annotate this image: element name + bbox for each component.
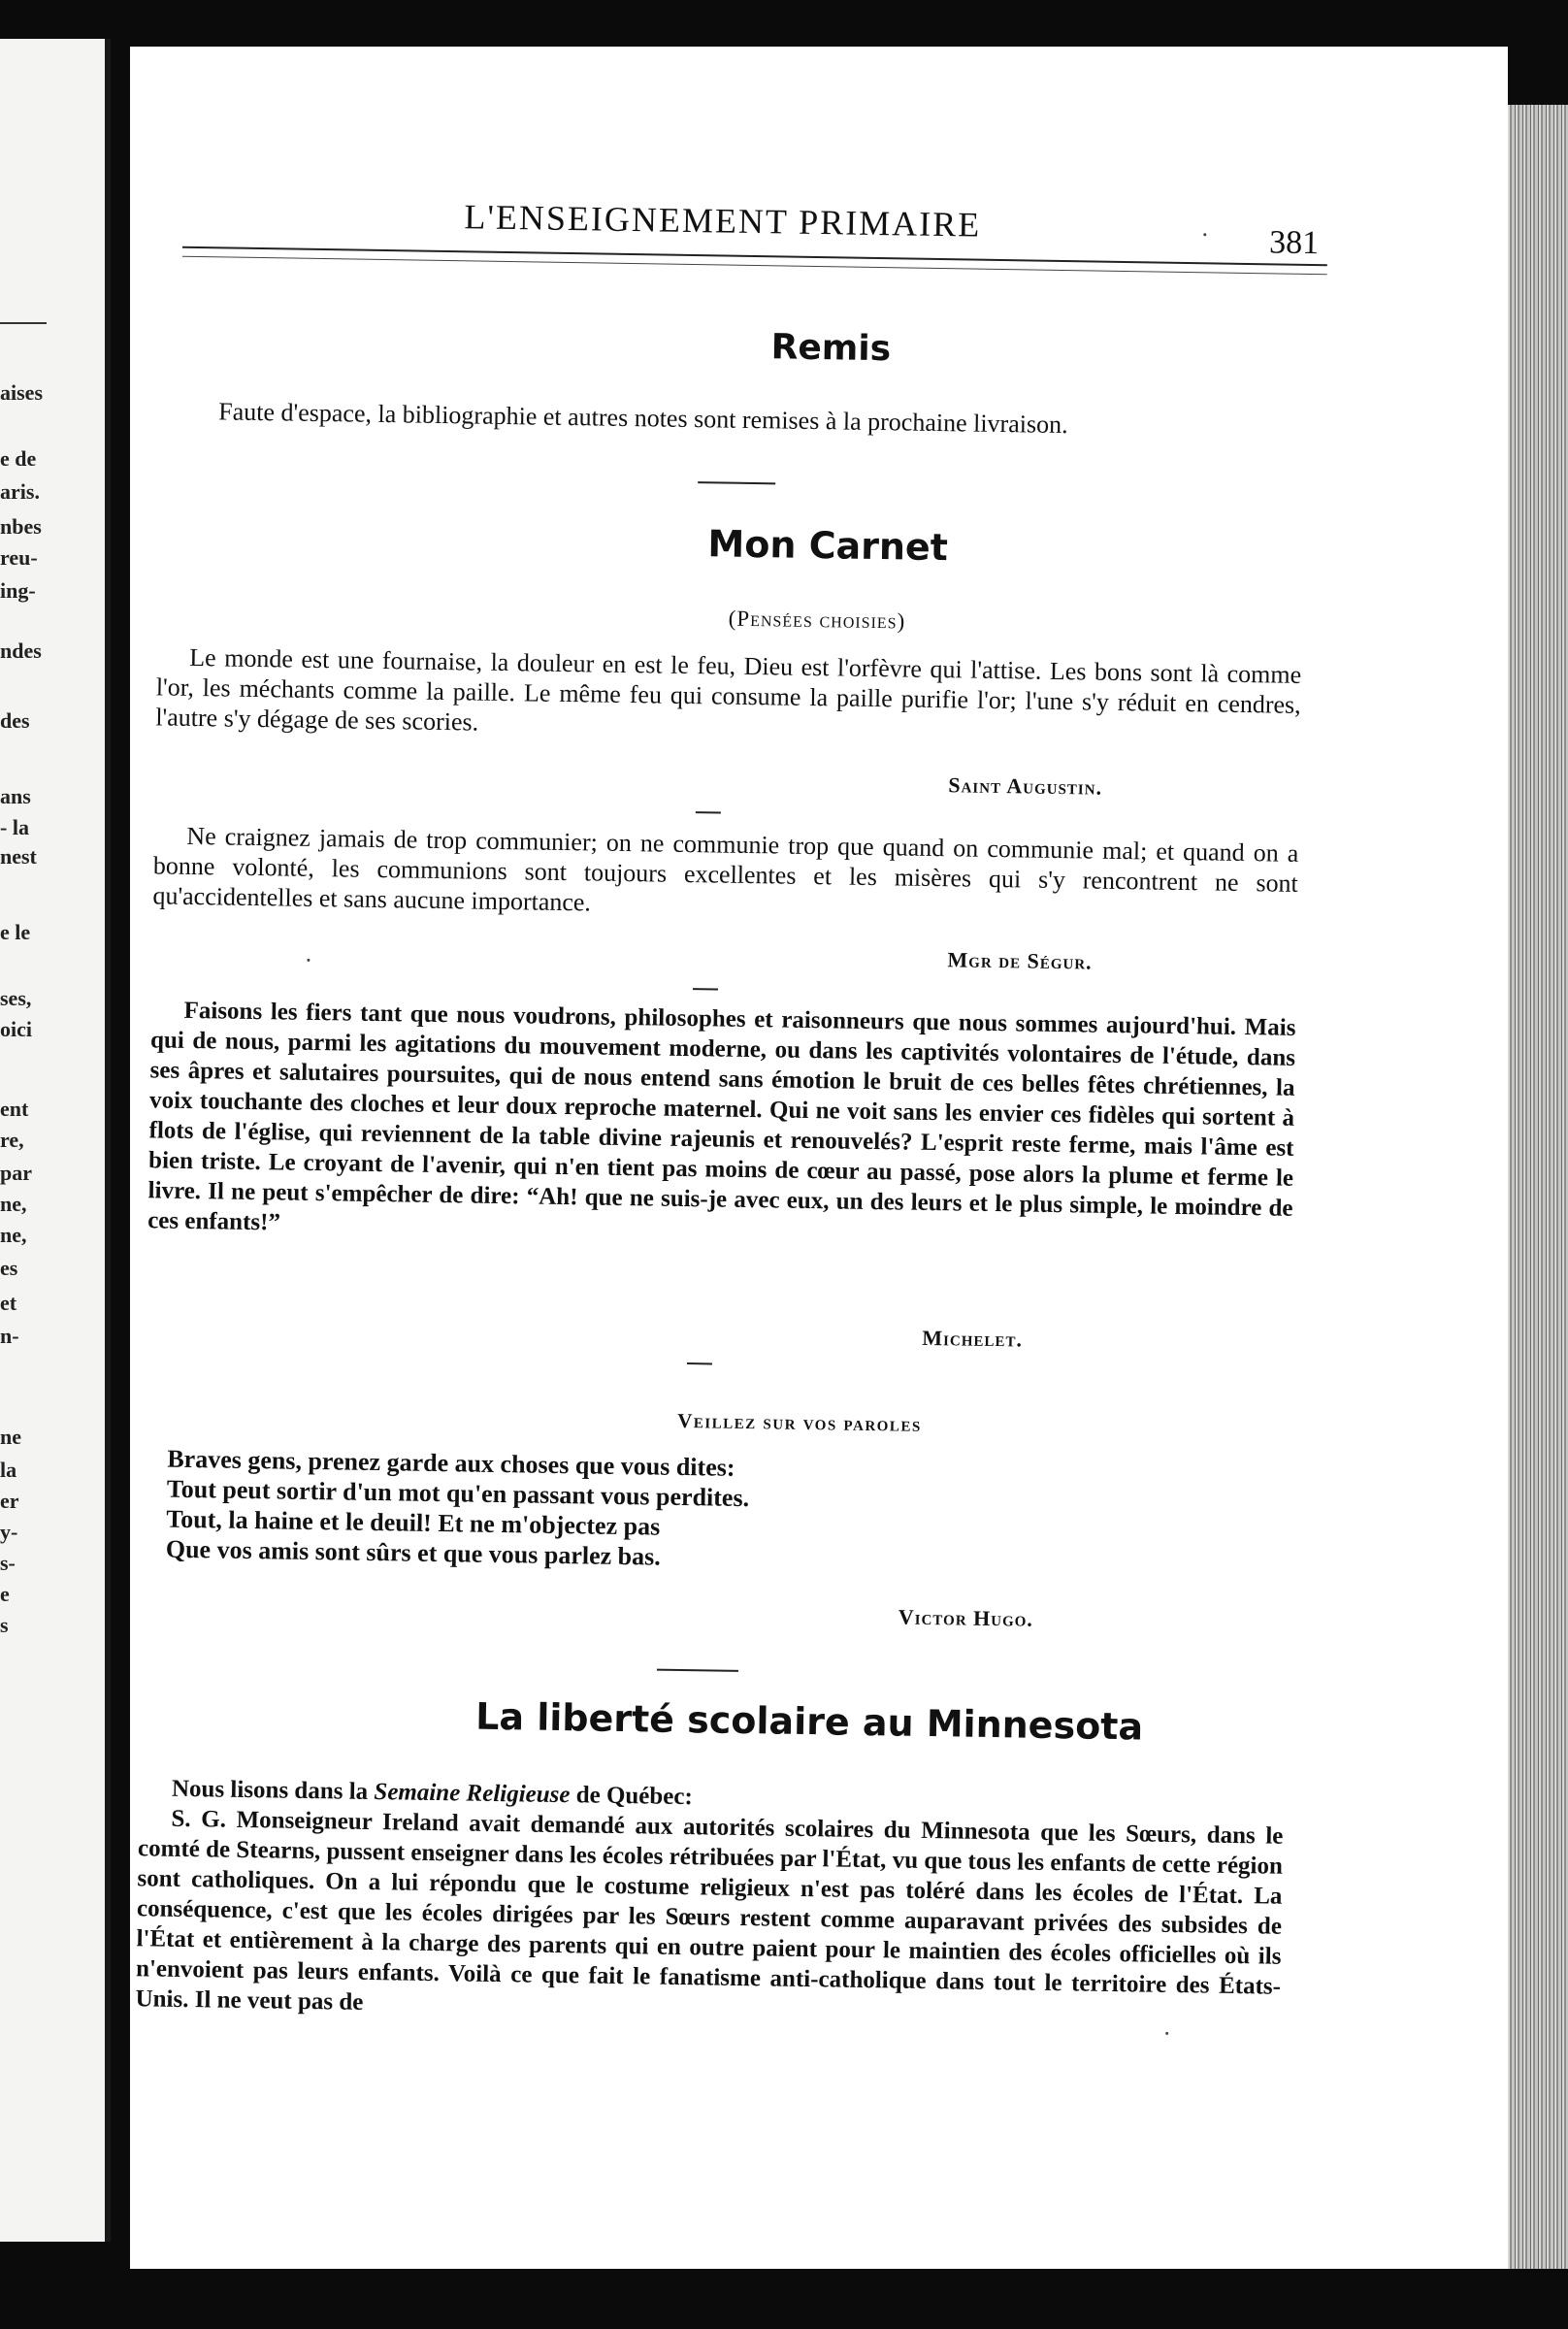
book-page <box>130 47 1508 2269</box>
left-page-text-fragment: aises <box>0 380 43 405</box>
mon-carnet-subtitle: (Pensées choisies) <box>728 606 906 634</box>
quote-michelet-author: Michelet. <box>922 1325 1024 1352</box>
header-rule <box>182 246 1327 267</box>
poem-line: Braves gens, prenez garde aux choses que vous dites: <box>167 1444 735 1482</box>
remis-title: Remis <box>770 327 892 370</box>
poem-line: Tout peut sortir d'un mot qu'en passant vous perdites. <box>166 1474 750 1513</box>
left-page-text-fragment: - la <box>0 815 29 839</box>
liberte-title: La liberté scolaire au Minnesota <box>474 1694 1144 1749</box>
left-page-text-fragment: er <box>0 1489 19 1513</box>
left-page-text-fragment: ses, <box>0 986 32 1010</box>
poem-author: Victor Hugo. <box>898 1604 1034 1631</box>
left-page-text-fragment: es <box>0 1256 18 1280</box>
left-page-text-fragment: nest <box>0 844 37 869</box>
quote-separator <box>696 811 721 813</box>
left-page-text-fragment: s <box>0 1613 9 1637</box>
print-speck <box>307 959 310 962</box>
left-page-text-fragment: des <box>0 708 30 733</box>
left-page-text-fragment: oici <box>0 1017 32 1041</box>
header-rule-thin <box>182 256 1327 276</box>
left-page-text-fragment: e de <box>0 446 37 471</box>
left-page-text-fragment: nbes <box>0 514 42 539</box>
left-page-text-fragment: aris. <box>0 479 40 504</box>
liberte-intro-source: Semaine Religieuse <box>374 1779 571 1809</box>
print-speck <box>1165 2032 1168 2035</box>
mon-carnet-title: Mon Carnet <box>707 522 949 570</box>
left-page-text-fragment: y- <box>0 1520 18 1544</box>
left-page-edge <box>0 39 111 2242</box>
liberte-intro-post: de Québec: <box>570 1782 694 1811</box>
left-page-text-fragment: e <box>0 1582 10 1606</box>
left-page-text-fragment: ne, <box>0 1192 27 1216</box>
quote-separator <box>693 988 718 990</box>
left-page-text-fragment: n- <box>0 1324 19 1348</box>
section-divider <box>698 481 775 484</box>
poem-title: Veillez sur vos paroles <box>677 1408 922 1436</box>
section-divider <box>657 1669 738 1672</box>
left-page-text-fragment: ing- <box>0 578 36 603</box>
left-page-text-fragment: ne <box>0 1425 21 1449</box>
left-page-text-fragment: reu- <box>0 545 38 570</box>
poem-line: Que vos amis sont sûrs et que vous parlez bas. <box>165 1534 661 1571</box>
page-number: 381 <box>1268 224 1320 262</box>
left-page-text-fragment: e le <box>0 920 31 944</box>
left-page-text-fragment: ans <box>0 784 31 808</box>
left-page-text-fragment: la <box>0 1458 17 1482</box>
left-page-text-fragment: par <box>0 1161 32 1185</box>
quote-segur: Ne craignez jamais de trop communier; on ne communie trop que quand on communie mal; et quand on a bonne volonté, les communions sont toujours excellentes et les misères qui s'y rencontrent ne sont qu'accidentelles et sans aucune importance. <box>152 821 1299 917</box>
quote-michelet: Faisons les fiers tant que nous voudrons, philosophes et raisonneurs que nous sommes aujourd'hui. Mais qui de nous, parmi les agitations du mouvement moderne, ou dans les captivités volontaires de l'étude, dans ses âpres et salutaires poursuites, qui de nous entend sans émotion le bruit de ces belles fêtes chrétiennes, la voix touchante des cloches et leur doux reproche maternel. Qui ne voit sans les envier ces fidèles qui sortent à flots de l'église, qui reviennent de la table divine rajeunis et renouvelés? L'esprit reste ferme, mais l'âme est bien triste. Le croyant de l'avenir, qui n'en tient pas moins de cœur au passé, pose alors la plume et ferme le livre. Il ne peut s'empêcher de dire: “Ah! que ne suis-je avec eux, un des leurs et le plus simple, le moindre de ces enfants!” <box>147 997 1296 1236</box>
print-speck <box>1203 233 1206 236</box>
left-page-text-fragment: ent <box>0 1097 29 1121</box>
poem <box>166 1444 750 1573</box>
left-page-text-fragment: et <box>0 1291 17 1315</box>
left-page-text-fragment: ndes <box>0 639 42 663</box>
remis-text: Faute d'espace, la bibliographie et autres notes sont remises à la prochaine livraison. <box>218 397 1068 440</box>
poem-line: Tout, la haine et le deuil! Et ne m'objectez pas <box>166 1504 661 1541</box>
quote-augustin-author: Saint Augustin. <box>948 772 1103 800</box>
quote-separator <box>687 1362 712 1364</box>
left-page-rule <box>0 322 47 324</box>
liberte-body: S. G. Monseigneur Ireland avait demandé aux autorités scolaires du Minnesota que les Sœurs, dans le comté de Stearns, pussent enseigner dans les écoles rétribuées par l'État, vu que tous les enfants de cette région sont catholiques. On a lui répondu que le costume religieux n'est pas toléré dans les écoles de l'État. La conséquence, c'est que les écoles dirigées par les Sœurs restent comme auparavant privées des subsides de l'État et entièrement à la charge des parents qui en outre paient pour le maintien des écoles officielles où ils n'envoient pas leurs enfants. Voilà ce que fait le fanatisme anti-catholique dans tout le territoire des États-Unis. Il ne veut pas de <box>135 1805 1284 2016</box>
running-header-title: L'ENSEIGNEMENT PRIMAIRE <box>464 197 982 245</box>
left-page-text-fragment: re, <box>0 1128 24 1152</box>
left-page-text-fragment: ne, <box>0 1223 27 1247</box>
left-page-text-fragment: s- <box>0 1551 16 1575</box>
liberte-intro-pre: Nous lisons dans la <box>171 1775 375 1806</box>
quote-segur-author: Mgr de Ségur. <box>947 947 1093 974</box>
quote-augustin: Le monde est une fournaise, la douleur en est le feu, Dieu est l'orfèvre qui l'attise. Les bons sont là comme l'or, les méchants comme la paille. Le même feu qui consume la paille purifie l'or; l'une s'y réduit en cendres, l'autre s'y dégage de ses scories. <box>155 642 1302 737</box>
